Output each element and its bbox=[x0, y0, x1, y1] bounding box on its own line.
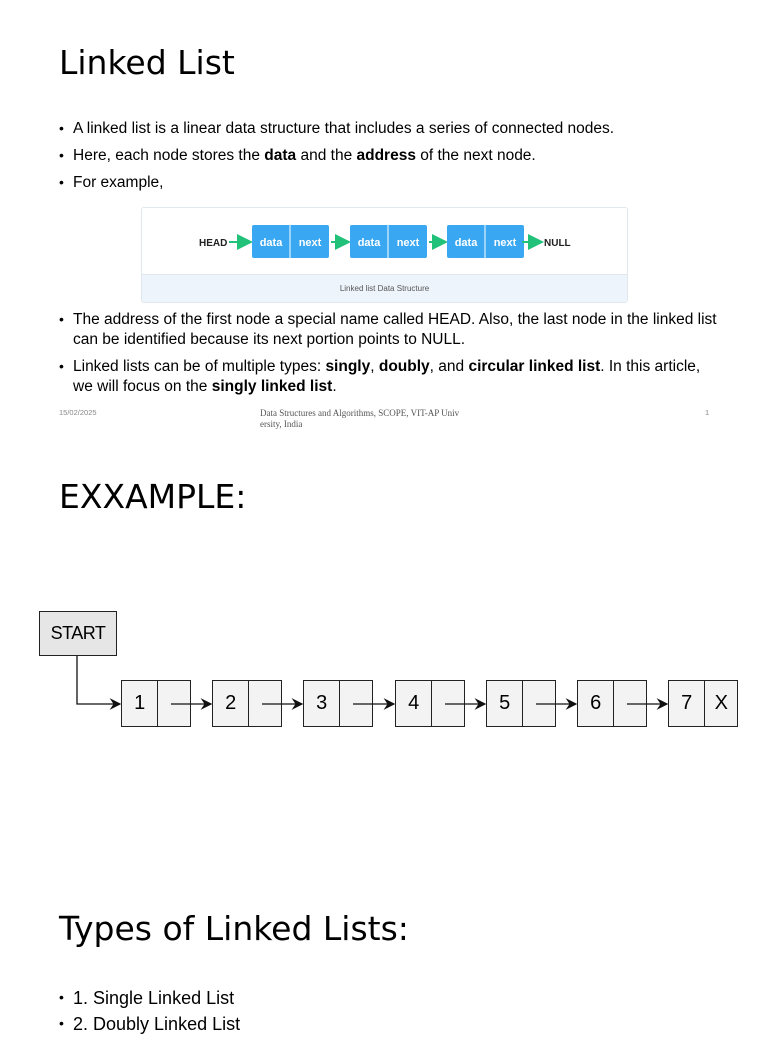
figure-caption: Linked list Data Structure bbox=[142, 274, 627, 302]
figure-node-next: next bbox=[298, 237, 322, 249]
node-value: 3 bbox=[304, 681, 340, 726]
types-list bbox=[59, 987, 719, 1039]
node-value: 7 bbox=[669, 681, 705, 726]
slide1-title: Linked List bbox=[59, 43, 235, 82]
node-pointer: X bbox=[714, 692, 728, 714]
footer-date: 15/02/2025 bbox=[59, 408, 97, 417]
node-value: 5 bbox=[487, 681, 523, 726]
figure-node-data: data bbox=[259, 237, 283, 249]
slide2-title: EXXAMPLE: bbox=[59, 477, 247, 516]
footer-center-line2: ersity, India bbox=[260, 419, 303, 429]
figure-node-data: data bbox=[357, 237, 381, 249]
bullet-3: • For example, bbox=[59, 173, 719, 193]
footer-center-line1: Data Structures and Algorithms, SCOPE, VIT-AP Univ bbox=[260, 408, 460, 418]
figure-node-next: next bbox=[493, 237, 517, 249]
footer-page-number: 1 bbox=[705, 408, 710, 417]
node-value: 6 bbox=[578, 681, 614, 726]
bullet-b-1: • The address of the first node a special name called HEAD. Also, the last node in the linked list can be identified because its next portion points to NULL. bbox=[59, 310, 719, 350]
null-label: NULL bbox=[544, 238, 571, 249]
node-value: 4 bbox=[396, 681, 432, 726]
bullet-1: • A linked list is a linear data structure that includes a series of connected nodes. bbox=[59, 119, 719, 139]
start-connector bbox=[77, 656, 120, 704]
figure-node-next: next bbox=[396, 237, 420, 249]
type-item: • 2. Doubly Linked List bbox=[59, 1013, 719, 1035]
figure-node-data: data bbox=[454, 237, 478, 249]
bullet-b-2: • Linked lists can be of multiple types: singly, doubly, and circular linked list. In this article, we will focus on the singly linked list. bbox=[59, 357, 719, 397]
slide3-title: Types of Linked Lists: bbox=[59, 909, 409, 948]
bullet-2: • Here, each node stores the data and the address of the next node. bbox=[59, 146, 719, 166]
node-value: 2 bbox=[213, 681, 249, 726]
node-value: 1 bbox=[122, 681, 158, 726]
head-label: HEAD bbox=[199, 238, 228, 249]
start-box: START bbox=[39, 611, 117, 656]
type-item: • 1. Single Linked List bbox=[59, 987, 719, 1009]
